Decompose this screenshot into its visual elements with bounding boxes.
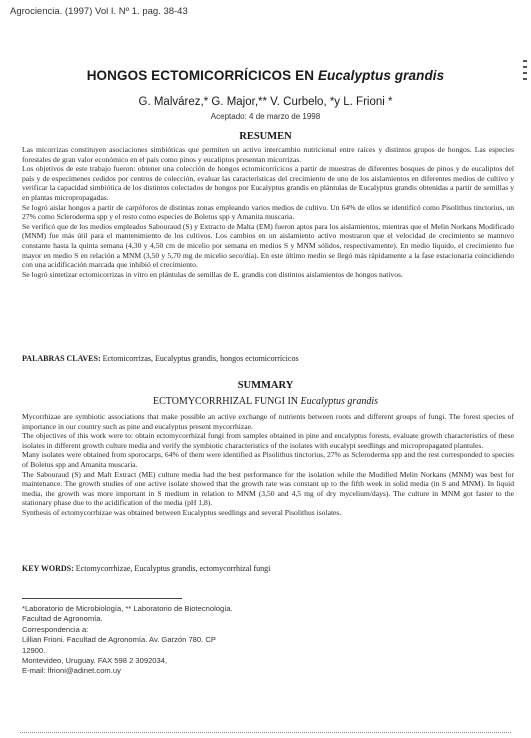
palabras-claves-text: Ectomicorrizas, Eucalyptus grandis, hongos ectomicorrícicos — [102, 354, 299, 363]
summary-paragraph: The objectives of this work were to: obtain ectomycorrhizal fungi from samples obtained in pine and eucalyptus forests, evaluate growth characteristics of these isolates in different growth culture media and verify the symbiotic characteristics of the isolates with eucalypt seedlings and micropropagated plantules. — [22, 431, 514, 450]
footnote-line: Correspondencia a: — [22, 624, 89, 634]
resumen-paragraph: Las micorrizas constituyen asociaciones simbióticas que permiten un activo intercambio nutricional entre raíces y distintos grupos de hongos. Las especies forestales de gran valor económico en el país como pinos y eucaliptos presentan micorrizas. — [22, 145, 514, 164]
footnotes — [22, 604, 322, 677]
resumen-paragraph: Se logró aislar hongos a partir de carpóforos de distintas zonas empleando varios medios de cultivo. Un 64% de ellos se identificó como Pisolithus tinctorius, un 27% como Scleroderma spp y el resto como especies de Boletus spp y Amanita muscaria. — [22, 202, 514, 222]
title-main: HONGOS ECTOMICORRÍCICOS EN — [86, 68, 315, 83]
accepted-date: Aceptado: 4 de marzo de 1998 — [210, 112, 321, 121]
footnote-line: Lillian Frioni. Facultad de Agronomía. Av. Garzón 780. CP — [22, 635, 216, 645]
summary-paragraph: Many isolates were obtained from sporocarps, 64% of them were identified as Pisolithus tinctorius, 27% as Scleroderma spp and the rest corresponded to species of Boletus spp and Amanita muscaria. — [22, 450, 514, 469]
paper-title — [0, 68, 531, 83]
summary-subtitle-species: Eucalyptus grandis — [300, 396, 378, 407]
journal-citation: Agrociencia. (1997) Vol I. Nº 1. pag. 38-43 — [10, 6, 188, 17]
resumen-heading: RESUMEN — [239, 131, 292, 142]
key-words — [22, 564, 514, 573]
footnote-line: *Laboratorio de Microbiología, ** Laboratorio de Biotecnología. — [22, 604, 233, 613]
summary-body — [22, 412, 514, 518]
summary-paragraph: Synthesis of ectomycorrhizae was obtained between Eucalyptus seedlings and several Pisolithus isolates. — [22, 507, 342, 517]
summary-paragraph: Mycorrhizae are symbiotic associations that make possible an active exchange of nutrients between roots and different groups of fungi. The forest species of importance in our country such as pine and eucalyptus present mycorrhizae. — [22, 412, 514, 431]
summary-subtitle — [0, 396, 531, 407]
authors: G. Malvárez,* G. Major,** V. Curbelo, *y L. Frioni * — [138, 96, 393, 108]
title-species: Eucalyptus grandis — [317, 68, 445, 83]
key-words-text: Ectomycorrhizae, Eucalyptus grandis, ectomycorrhizal fungi — [75, 564, 271, 573]
footnote-line: Facultad de Agronomía. — [22, 614, 103, 624]
resumen-paragraph: Los objetivos de este trabajo fueron: obtener una colección de hongos ectomicorrícicos a partir de muestras de diferentes bosques de pinos y de eucaliptos del país y de especímenes cedidos por centros de colección, evaluar las características del crecimiento de uno de los aislamientos en diferentes medios de cultivo y verificar la capacidad simbiótica de los distintos colectados de hongos por Eucalyptus grandis en plántulas de Eucalyptus grandis obtenidas a partir de semillas y en plantas micropropagadas. — [22, 164, 514, 202]
footnote-line: E-mail: lfrioni@adinet.com.uy — [22, 666, 121, 676]
summary-subtitle-main: ECTOMYCORRHIZAL FUNGI IN — [153, 396, 298, 407]
palabras-claves-label: PALABRAS CLAVES: — [22, 354, 101, 363]
bottom-edge-line — [20, 732, 511, 733]
summary-paragraph: The Sabouraud (S) and Malt Extract (ME) culture media had the best performance for the isolation while the Modified Melin Norkans (MNM) was best for maintenance. The growth studies of one active isolate showed that the growth rate was constant up to the fifth week in solid media (in S and MNM). In liquid media, the growth was more important in S medium in relation to MNM (3,50 and 4,5 mg of dry mycelium/days). The culture in MNM got faster to the stationary phase due to the acidification of the media (pH 1,8). — [22, 469, 514, 508]
key-words-label: KEY WORDS: — [22, 564, 74, 573]
resumen-paragraph: Se logró sintetizar ectomicorrizas in vitro en plántulas de semillas de E. grandis con distintos aislamientos de hongos nativos. — [22, 269, 403, 279]
footnote-divider — [22, 598, 182, 599]
summary-heading: SUMMARY — [237, 380, 294, 391]
palabras-claves — [22, 354, 514, 363]
footnote-line: 12900. — [22, 645, 46, 655]
resumen-paragraph: Se verificó que de los medios empleados Sabouraud (S) y Extracto de Malta (EM) fueron aptos para los aislamientos, mientras que el Melin Norkans Modificado (MNM) fue más útil para el mantenimiento de los cultivos. Los cambios en un aislamiento activo mostraron que el velocidad de crecimiento se mantuvo constante hasta la quinta semana (4,30 y 4,50 cm de micelio por semana en medios S y MNM sólidos, respectivamente). En medio líquido, el crecimiento fue mayor en medio S en relación a MNM (3,50 y 5,70 mg de micelio seco/día). En este último medio se llegó más rápidamente a la fase estacionaria coincidiendo con una acidificación marcada que inhibió el crecimiento. — [22, 221, 514, 270]
footnote-line: Montevideo, Uruguay. FAX 598 2 3092034, — [22, 656, 168, 666]
resumen-body — [22, 145, 514, 279]
